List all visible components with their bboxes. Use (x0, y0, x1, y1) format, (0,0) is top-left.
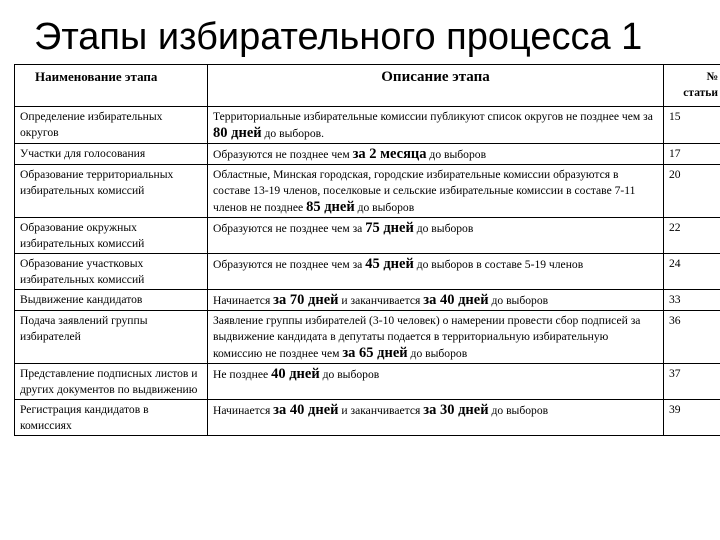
stage-name-cell: Участки для голосования (15, 144, 208, 165)
deadline-highlight: за 65 дней (342, 345, 408, 361)
header-article-number (664, 65, 720, 107)
table-row (15, 165, 720, 218)
table-row (15, 254, 720, 290)
description-text: и заканчивается (338, 404, 424, 417)
slide-title: Этапы избирательного процесса 1 (34, 16, 643, 58)
description-text: до выборов (354, 201, 415, 214)
stage-name-cell: Определение избирательных округов (15, 107, 208, 144)
article-number-cell: 36 (664, 311, 720, 364)
table-row (15, 364, 720, 400)
stage-name-cell: Образование участковых избирательных комиссий (15, 254, 208, 290)
article-number-cell: 15 (664, 107, 720, 144)
description-text: Не позднее (213, 368, 272, 381)
stage-name-cell: Выдвижение кандидатов (15, 290, 208, 311)
table-header-row (15, 65, 720, 107)
deadline-highlight: 45 дней (365, 256, 414, 272)
description-text: до выборов (426, 148, 487, 161)
deadline-highlight: 85 дней (306, 199, 355, 215)
table-row (15, 311, 720, 364)
stage-name-cell: Подача заявлений группы избирателей (15, 311, 208, 364)
description-text: до выборов в составе 5-19 членов (413, 258, 584, 271)
stage-description-cell (208, 254, 664, 290)
article-number-cell: 20 (664, 165, 720, 218)
header-article-label: статьи (683, 87, 718, 99)
deadline-highlight: 80 дней (213, 125, 262, 141)
description-text: до выборов. (261, 127, 325, 140)
header-stage-name: Наименование этапа (15, 65, 208, 107)
table-row (15, 144, 720, 165)
deadline-highlight: 40 дней (271, 366, 320, 382)
stage-name-cell: Образование территориальных избирательных комиссий (15, 165, 208, 218)
stage-name-cell: Представление подписных листов и других документов по выдвижению (15, 364, 208, 400)
description-text: до выборов (488, 294, 549, 307)
stage-description-cell (208, 400, 664, 436)
stage-description-cell (208, 290, 664, 311)
description-text: Заявление группы избирателей (3-10 человек) о намерении провести сбор подписей за выдвижение кандидата в депутаты подается в территориальную избирательную комиссию не позднее чем (213, 314, 641, 360)
table-row (15, 218, 720, 254)
deadline-highlight: 75 дней (365, 220, 414, 236)
deadline-highlight: за 30 дней (423, 402, 489, 418)
article-number-cell: 37 (664, 364, 720, 400)
stage-description-cell (208, 311, 664, 364)
table-row (15, 400, 720, 436)
article-number-cell: 24 (664, 254, 720, 290)
description-text: Начинается (213, 404, 274, 417)
stage-description-cell (208, 144, 664, 165)
table-body (15, 107, 720, 436)
header-stage-description: Описание этапа (208, 65, 664, 107)
description-text: Образуются не позднее чем за (213, 222, 366, 235)
description-text: Образуются не позднее чем (213, 148, 353, 161)
description-text: до выборов (407, 347, 468, 360)
deadline-highlight: за 70 дней (273, 292, 339, 308)
article-number-cell: 33 (664, 290, 720, 311)
article-number-cell: 17 (664, 144, 720, 165)
deadline-highlight: за 40 дней (273, 402, 339, 418)
stage-description-cell (208, 107, 664, 144)
description-text: и заканчивается (338, 294, 424, 307)
election-stages-table (14, 64, 720, 436)
article-number-cell: 22 (664, 218, 720, 254)
description-text: Территориальные избирательные комиссии публикуют список округов не позднее чем за (213, 110, 653, 123)
deadline-highlight: за 40 дней (423, 292, 489, 308)
description-text: Начинается (213, 294, 274, 307)
description-text: до выборов (488, 404, 549, 417)
stage-name-cell: Регистрация кандидатов в комиссиях (15, 400, 208, 436)
stage-name-cell: Образование окружных избирательных комиссий (15, 218, 208, 254)
description-text: Образуются не позднее чем за (213, 258, 366, 271)
table-row (15, 107, 720, 144)
stage-description-cell (208, 165, 664, 218)
stage-description-cell (208, 218, 664, 254)
description-text: Областные, Минская городская, городские избирательные комиссии образуются в составе 13-19 членов, поселковые и сельские избирательные комиссии в составе 7-11 членов не позднее (213, 168, 636, 214)
article-number-cell: 39 (664, 400, 720, 436)
stage-description-cell (208, 364, 664, 400)
description-text: до выборов (413, 222, 474, 235)
table-row (15, 290, 720, 311)
header-number-sign: № (706, 71, 718, 83)
deadline-highlight: за 2 месяца (352, 146, 427, 162)
description-text: до выборов (319, 368, 380, 381)
